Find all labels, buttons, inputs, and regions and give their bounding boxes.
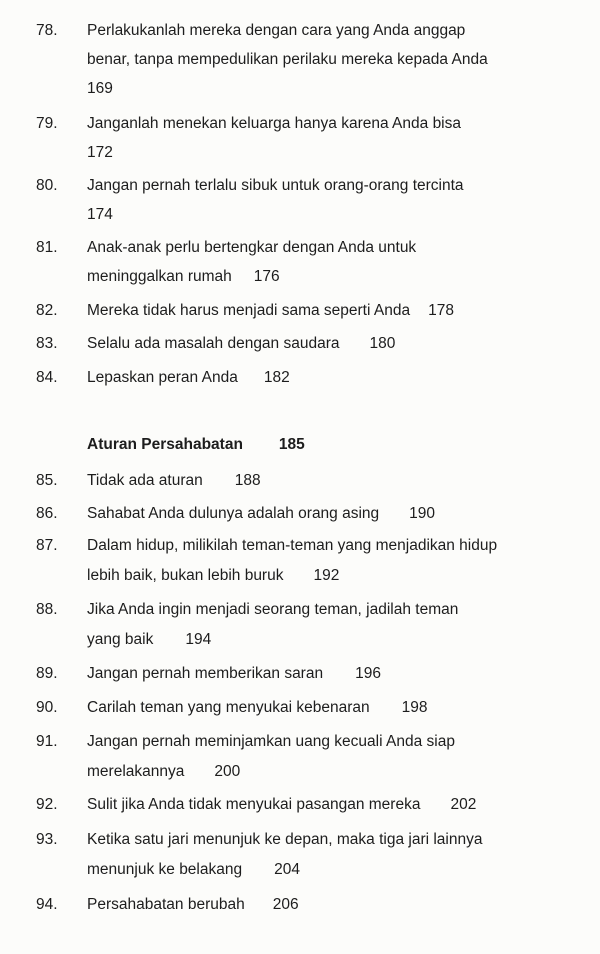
entry-page-number: 206 <box>272 896 299 913</box>
entry-page-number: 200 <box>214 763 241 780</box>
entry-number: 86. <box>36 505 58 522</box>
entry-title-line <box>87 302 454 320</box>
entry-page-number: 204 <box>274 861 300 878</box>
entry-title-line <box>87 505 435 523</box>
entry-number: 83. <box>36 335 58 352</box>
entry-page-number: 176 <box>253 268 280 285</box>
entry-title-line: benar, tanpa mempedulikan perilaku mereka kepada Anda <box>87 51 488 68</box>
entry-title-text: menunjuk ke belakang <box>87 861 243 878</box>
entry-page-number: 202 <box>450 796 477 813</box>
entry-title-text: Jangan pernah memberikan saran <box>87 665 324 682</box>
entry-title-line <box>87 472 261 490</box>
entry-title-line: Jika Anda ingin menjadi seorang teman, jadilah teman <box>87 601 459 618</box>
entry-title-line <box>87 268 280 286</box>
entry-title-line <box>87 861 300 879</box>
section-title: Aturan Persahabatan <box>87 436 243 453</box>
entry-page-number: 188 <box>234 472 261 489</box>
entry-page-number: 196 <box>355 665 381 682</box>
entry-title-text: Mereka tidak harus menjadi sama seperti Anda <box>87 302 411 319</box>
entry-title-text: Tidak ada aturan <box>87 472 203 489</box>
entry-title-line: Perlakukanlah mereka dengan cara yang Anda anggap <box>87 22 466 39</box>
entry-number: 93. <box>36 831 58 848</box>
entry-title-text: yang baik <box>87 631 154 648</box>
entry-page-number: 178 <box>428 302 454 319</box>
entry-title-line <box>87 763 240 781</box>
entry-title-line <box>87 369 290 387</box>
entry-title-text: merelakannya <box>87 763 185 780</box>
entry-page-number: 172 <box>87 144 113 161</box>
entry-page-number: 194 <box>185 631 212 648</box>
entry-page-number: 182 <box>263 369 290 386</box>
entry-title-line: Jangan pernah terlalu sibuk untuk orang-orang tercinta <box>87 177 464 194</box>
entry-number: 87. <box>36 537 58 554</box>
entry-title-line <box>87 796 476 814</box>
entry-title-text: Persahabatan berubah <box>87 896 245 913</box>
entry-number: 89. <box>36 665 58 682</box>
entry-number: 90. <box>36 699 58 716</box>
entry-page-number: 174 <box>87 206 113 223</box>
entry-page-number: 198 <box>401 699 428 716</box>
entry-page-number: 169 <box>87 80 113 97</box>
entry-number: 81. <box>36 239 58 256</box>
entry-title-text: Sahabat Anda dulunya adalah orang asing <box>87 505 380 522</box>
entry-number: 91. <box>36 733 58 750</box>
entry-title-line: Anak-anak perlu bertengkar dengan Anda untuk <box>87 239 417 256</box>
entry-title-text: Selalu ada masalah dengan saudara <box>87 335 340 352</box>
entry-title-line <box>87 335 395 353</box>
entry-number: 82. <box>36 302 58 319</box>
entry-title-line: Dalam hidup, milikilah teman-teman yang menjadikan hidup <box>87 537 498 554</box>
entry-page-number: 180 <box>369 335 396 352</box>
entry-title-line <box>87 567 339 585</box>
entry-number: 94. <box>36 896 58 913</box>
entry-title-line <box>87 699 428 717</box>
entry-number: 84. <box>36 369 58 386</box>
entry-number: 78. <box>36 22 58 39</box>
entry-title-line: Jangan pernah meminjamkan uang kecuali Anda siap <box>87 733 455 750</box>
entry-title-line <box>87 896 299 914</box>
entry-number: 92. <box>36 796 58 813</box>
entry-title-text: meninggalkan rumah <box>87 268 232 285</box>
entry-title-line: Janganlah menekan keluarga hanya karena Anda bisa <box>87 115 461 132</box>
entry-title-text: Lepaskan peran Anda <box>87 369 238 386</box>
section-heading <box>87 436 305 454</box>
entry-title-text: lebih baik, bukan lebih buruk <box>87 567 284 584</box>
section-page-number: 185 <box>278 436 305 453</box>
entry-title-text: Sulit jika Anda tidak menyukai pasangan mereka <box>87 796 421 813</box>
entry-title-line: Ketika satu jari menunjuk ke depan, maka tiga jari lainnya <box>87 831 483 848</box>
entry-number: 79. <box>36 115 58 132</box>
entry-number: 80. <box>36 177 58 194</box>
entry-number: 85. <box>36 472 58 489</box>
entry-title-line <box>87 665 381 683</box>
entry-page-number: 190 <box>409 505 436 522</box>
entry-title-text: Carilah teman yang menyukai kebenaran <box>87 699 370 716</box>
entry-page-number: 192 <box>313 567 340 584</box>
entry-title-line <box>87 631 211 649</box>
entry-number: 88. <box>36 601 58 618</box>
